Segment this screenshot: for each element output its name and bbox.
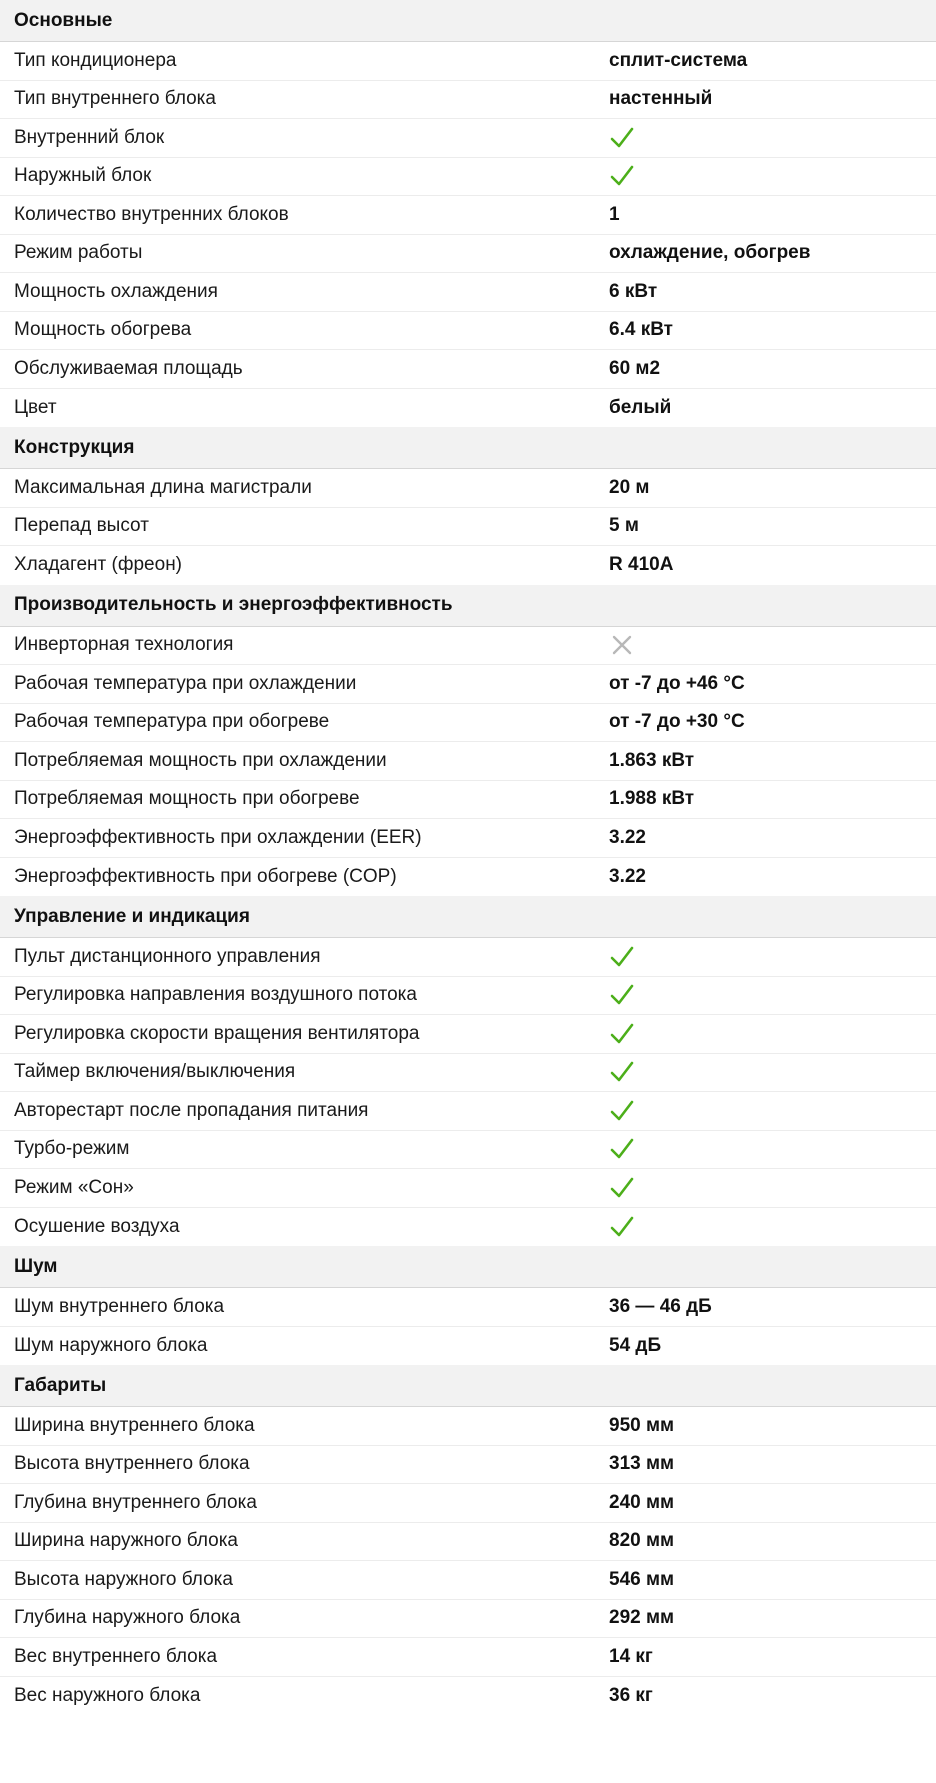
spec-label: Потребляемая мощность при обогреве: [14, 788, 360, 810]
spec-value: 20 м: [609, 476, 650, 498]
spec-label: Турбо-режим: [14, 1138, 130, 1160]
spec-value-icon: [609, 1021, 936, 1047]
spec-row: [0, 42, 936, 81]
spec-row: [0, 1407, 936, 1446]
spec-label: Ширина внутреннего блока: [14, 1414, 255, 1436]
spec-row: [0, 350, 936, 389]
spec-label: Наружный блок: [14, 165, 152, 187]
spec-section: [0, 1365, 936, 1715]
spec-label: Энергоэффективность при обогреве (COP): [14, 865, 397, 887]
spec-value: от -7 до +30 °С: [609, 711, 745, 733]
spec-row: [0, 1327, 936, 1366]
check-icon: [609, 1214, 635, 1240]
spec-value: 950 мм: [609, 1414, 675, 1436]
spec-value: сплит-система: [609, 49, 748, 71]
check-icon: [609, 944, 635, 970]
spec-value: охлаждение, обогрев: [609, 242, 811, 264]
spec-row: [0, 196, 936, 235]
spec-value-icon: [609, 125, 936, 151]
spec-label: Энергоэффективность при охлаждении (EER): [14, 826, 422, 848]
spec-value: 1.863 кВт: [609, 749, 695, 771]
section-title: Шум: [0, 1246, 936, 1288]
spec-row: [0, 389, 936, 428]
spec-row: [0, 819, 936, 858]
spec-row: [0, 1169, 936, 1208]
spec-row: [0, 1208, 936, 1247]
spec-value: 1: [609, 203, 620, 225]
spec-section: [0, 0, 936, 427]
spec-label: Режим работы: [14, 242, 143, 264]
spec-label: Мощность охлаждения: [14, 280, 218, 302]
spec-value-icon: [609, 1214, 936, 1240]
spec-row: [0, 469, 936, 508]
spec-value: 292 мм: [609, 1607, 675, 1629]
spec-value: белый: [609, 396, 672, 418]
spec-value-icon: [609, 1098, 936, 1124]
spec-value-icon: [609, 632, 936, 658]
spec-label: Пульт дистанционного управления: [14, 945, 321, 967]
spec-label: Глубина внутреннего блока: [14, 1491, 257, 1513]
spec-section: [0, 1246, 936, 1365]
spec-value: 3.22: [609, 865, 646, 887]
section-rows: [0, 938, 936, 1246]
section-title: Основные: [0, 0, 936, 42]
spec-value: 546 мм: [609, 1568, 675, 1590]
spec-value: 54 дБ: [609, 1334, 662, 1356]
spec-value: 36 — 46 дБ: [609, 1295, 712, 1317]
spec-row: [0, 665, 936, 704]
spec-section: [0, 896, 936, 1246]
spec-row: [0, 977, 936, 1016]
spec-row: [0, 119, 936, 158]
spec-row: [0, 627, 936, 666]
spec-value-icon: [609, 163, 936, 189]
spec-row: [0, 858, 936, 897]
spec-value: 5 м: [609, 515, 639, 537]
section-title: Производительность и энергоэффективность: [0, 585, 936, 627]
spec-row: [0, 1484, 936, 1523]
spec-label: Внутренний блок: [14, 126, 165, 148]
spec-row: [0, 1638, 936, 1677]
spec-value-icon: [609, 944, 936, 970]
spec-label: Максимальная длина магистрали: [14, 476, 312, 498]
spec-value-icon: [609, 1136, 936, 1162]
spec-section: [0, 427, 936, 585]
check-icon: [609, 1175, 635, 1201]
spec-value-icon: [609, 1059, 936, 1085]
spec-row: [0, 312, 936, 351]
spec-value: 820 мм: [609, 1530, 675, 1552]
spec-row: [0, 1600, 936, 1639]
section-title: Габариты: [0, 1365, 936, 1407]
spec-label: Вес внутреннего блока: [14, 1645, 218, 1667]
section-rows: [0, 1288, 936, 1365]
spec-label: Регулировка направления воздушного потока: [14, 984, 417, 1006]
spec-value: 1.988 кВт: [609, 788, 695, 810]
section-rows: [0, 627, 936, 897]
spec-value: 60 м2: [609, 357, 661, 379]
section-rows: [0, 42, 936, 427]
spec-value-icon: [609, 1175, 936, 1201]
spec-label: Режим «Сон»: [14, 1176, 134, 1198]
spec-value: R 410A: [609, 554, 674, 576]
spec-label: Рабочая температура при обогреве: [14, 711, 330, 733]
spec-label: Мощность обогрева: [14, 319, 192, 341]
spec-label: Перепад высот: [14, 515, 149, 537]
spec-row: [0, 742, 936, 781]
spec-label: Тип внутреннего блока: [14, 88, 216, 110]
spec-row: [0, 235, 936, 274]
spec-label: Осушение воздуха: [14, 1215, 180, 1237]
spec-label: Инверторная технология: [14, 634, 234, 656]
spec-section: [0, 585, 936, 897]
spec-label: Высота наружного блока: [14, 1568, 233, 1590]
spec-value: 3.22: [609, 826, 646, 848]
section-title: Управление и индикация: [0, 896, 936, 938]
spec-label: Количество внутренних блоков: [14, 203, 289, 225]
check-icon: [609, 125, 635, 151]
check-icon: [609, 163, 635, 189]
check-icon: [609, 1059, 635, 1085]
spec-label: Регулировка скорости вращения вентилятора: [14, 1022, 420, 1044]
cross-icon: [609, 632, 635, 658]
spec-value: 240 мм: [609, 1491, 675, 1513]
check-icon: [609, 1021, 635, 1047]
spec-value: от -7 до +46 °С: [609, 672, 745, 694]
spec-label: Таймер включения/выключения: [14, 1061, 296, 1083]
spec-row: [0, 1446, 936, 1485]
spec-row: [0, 158, 936, 197]
spec-value-icon: [609, 982, 936, 1008]
spec-label: Авторестарт после пропадания питания: [14, 1099, 369, 1121]
spec-row: [0, 1561, 936, 1600]
spec-value: 6 кВт: [609, 280, 658, 302]
spec-row: [0, 1677, 936, 1716]
spec-label: Хладагент (фреон): [14, 554, 183, 576]
spec-label: Потребляемая мощность при охлаждении: [14, 749, 387, 771]
spec-row: [0, 1054, 936, 1093]
check-icon: [609, 1098, 635, 1124]
spec-row: [0, 508, 936, 547]
spec-row: [0, 81, 936, 120]
spec-label: Ширина наружного блока: [14, 1530, 238, 1552]
spec-row: [0, 1092, 936, 1131]
spec-label: Вес наружного блока: [14, 1684, 201, 1706]
spec-value: настенный: [609, 88, 713, 110]
spec-value: 313 мм: [609, 1453, 675, 1475]
check-icon: [609, 1136, 635, 1162]
spec-row: [0, 1523, 936, 1562]
spec-row: [0, 546, 936, 585]
spec-label: Высота внутреннего блока: [14, 1453, 250, 1475]
section-rows: [0, 469, 936, 585]
spec-label: Тип кондиционера: [14, 49, 177, 71]
spec-label: Глубина наружного блока: [14, 1607, 241, 1629]
spec-row: [0, 1015, 936, 1054]
spec-label: Шум наружного блока: [14, 1334, 208, 1356]
spec-row: [0, 704, 936, 743]
spec-row: [0, 938, 936, 977]
spec-label: Обслуживаемая площадь: [14, 357, 243, 379]
check-icon: [609, 982, 635, 1008]
spec-value: 6.4 кВт: [609, 319, 673, 341]
spec-value: 14 кг: [609, 1645, 653, 1667]
spec-row: [0, 781, 936, 820]
spec-row: [0, 1131, 936, 1170]
spec-label: Цвет: [14, 396, 57, 418]
spec-row: [0, 273, 936, 312]
spec-label: Шум внутреннего блока: [14, 1295, 225, 1317]
spec-row: [0, 1288, 936, 1327]
spec-value: 36 кг: [609, 1684, 653, 1706]
section-rows: [0, 1407, 936, 1715]
spec-label: Рабочая температура при охлаждении: [14, 672, 357, 694]
section-title: Конструкция: [0, 427, 936, 469]
